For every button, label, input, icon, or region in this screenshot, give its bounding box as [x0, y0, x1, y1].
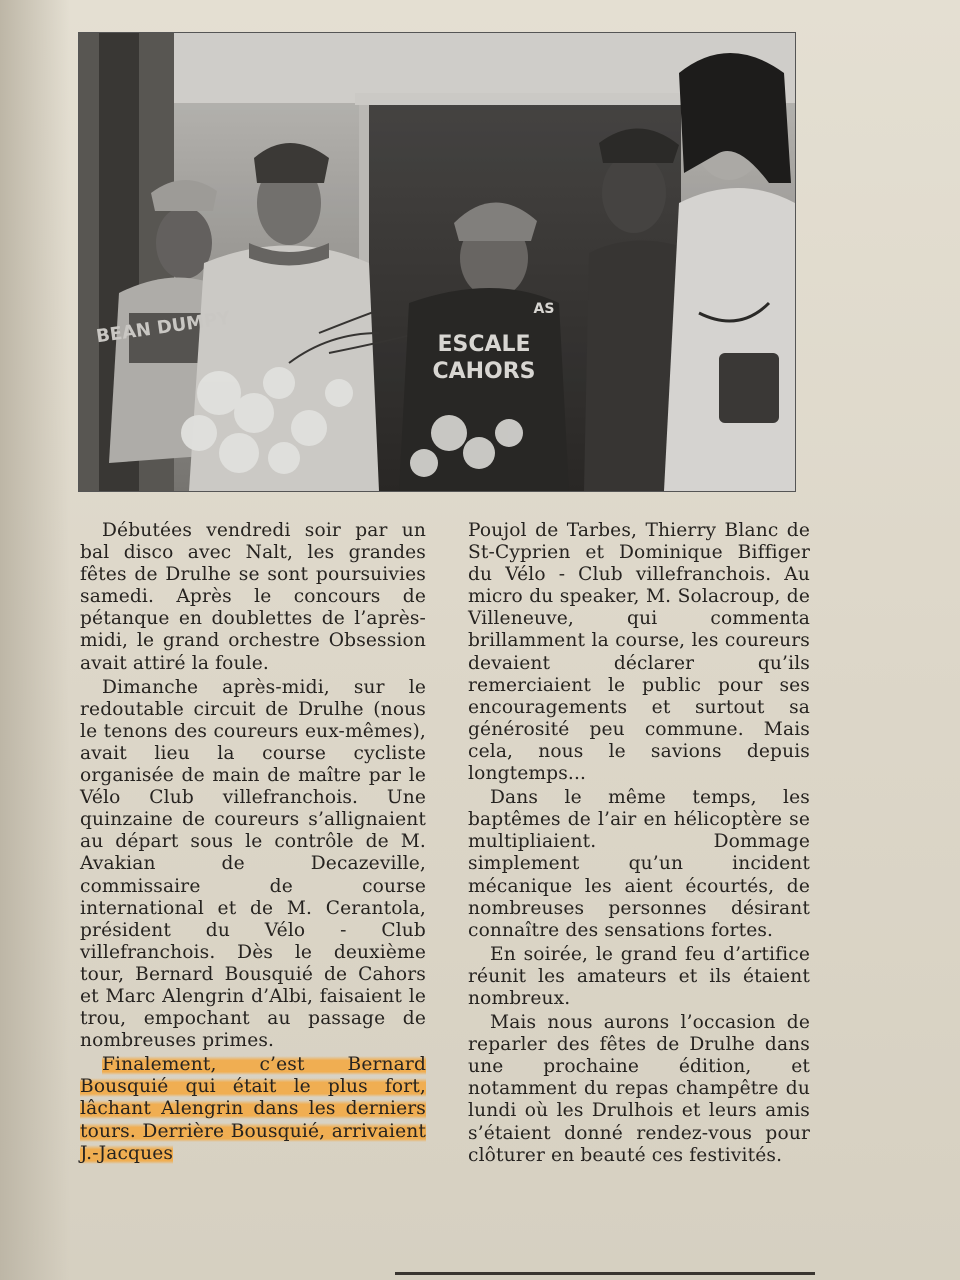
- paragraph-intro: Débutées vendredi soir par un bal disco avec Nalt, les grandes fêtes de Drulhe se sont poursuivies samedi. Après le concours de pétanque en doublettes de l’après-midi, le grand orchestre Obsession avait attiré la foule.: [80, 520, 426, 674]
- paragraph-feu-artifice: En soirée, le grand feu d’artifice réunit les amateurs et ils étaient nombreux.: [468, 943, 810, 1009]
- paragraph-helicoptere: Dans le même temps, les baptêmes de l’air en hélicoptère se multipliaient. Dommage simplement qu’un incident mécanique les aient écourtés, de nombreuses personnes désirant connaître des sensations fortes.: [468, 787, 810, 941]
- highlighted-text: Finalement, c’est Bernard Bousquié qui était le plus fort, lâchant Alengrin dans les derniers tours. Derrière Bousquié, arrivaient J.-Jacques: [80, 1054, 426, 1164]
- jersey-text-left: BEAN DUMPY: [94, 307, 232, 348]
- jersey-text-line1: ESCALE: [437, 332, 531, 357]
- cyclists-photo-illustration: [79, 33, 795, 491]
- article-photo: [78, 32, 796, 492]
- paragraph-conclusion: Mais nous aurons l’occasion de reparler des fêtes de Drulhe dans une prochaine édition, et notamment du repas champêtre du lundi où les Drulhois et leurs amis s’étaient donné rendez-vous pour clôturer en beauté ces festivités.: [468, 1012, 810, 1166]
- paragraph-finalement: [80, 1054, 426, 1164]
- jersey-text-line2: CAHORS: [432, 359, 536, 384]
- article-column-left: [80, 520, 426, 1165]
- jersey-badge: AS: [533, 301, 555, 317]
- bottom-rule: [395, 1272, 815, 1275]
- paragraph-race: Dimanche après-midi, sur le redoutable circuit de Drulhe (nous le tenons des coureurs eux-mêmes), avait lieu la course cycliste organisée de main de maître par le Vélo Club villefranchois. Une quinzaine de coureurs s’allignaient au départ sous le contrôle de M. Avakian de Decazeville, commissaire de course international et de M. Cerantola, président du Vélo - Club villefranchois. Dès le deuxième tour, Bernard Bousquié de Cahors et Marc Alengrin d’Albi, faisaient le trou, empochant au passage de nombreuses primes.: [80, 676, 426, 1052]
- page-shadow: [0, 0, 70, 1280]
- paragraph-continuation: Poujol de Tarbes, Thierry Blanc de St-Cyprien et Dominique Biffiger du Vélo - Club villefranchois. Au micro du speaker, M. Solacroup, de Villeneuve, qui commenta brillamment la course, les coureurs devaient déclarer qu’ils remerciaient le public pour ses encouragements et surtout sa générosité peu commune. Mais cela, nous le savions depuis longtemps...: [468, 520, 810, 785]
- article-column-right: [468, 520, 810, 1167]
